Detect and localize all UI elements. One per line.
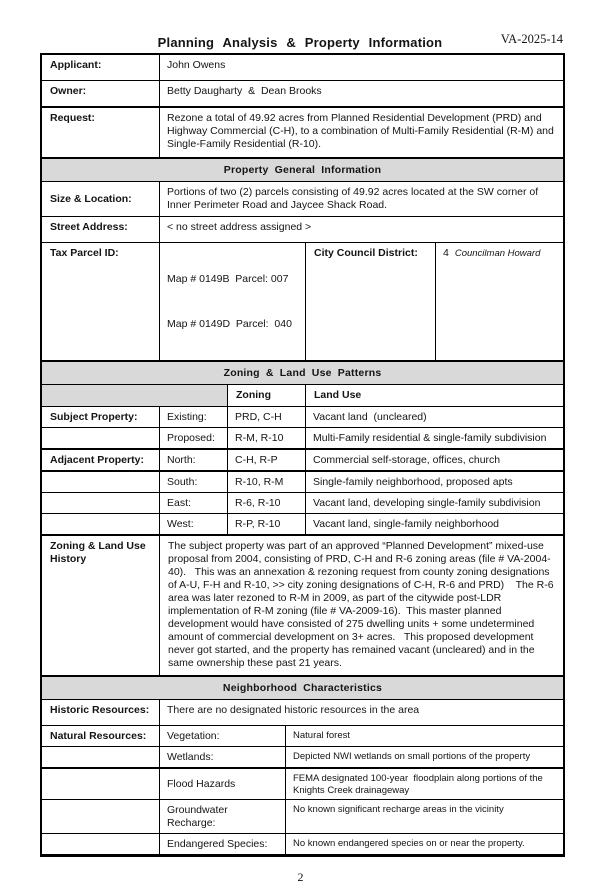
row-historic-resources [42, 699, 563, 725]
owner-value: Betty Daugharty & Dean Brooks [159, 81, 563, 106]
row-zoning-north [42, 448, 563, 470]
zoning-header-spacer [42, 385, 227, 406]
flood-hazards-value: FEMA designated 100-year floodplain along portions of the Knights Creek drainageway [285, 769, 563, 799]
row-zoning-west [42, 513, 563, 534]
request-label: Request: [50, 112, 95, 124]
group-spacer [42, 747, 159, 767]
zoning-value: R-M, R-10 [227, 428, 305, 448]
adjacent-property-label: Adjacent Property: [50, 454, 144, 466]
row-natural-vegetation [42, 725, 563, 746]
request-value: Rezone a total of 49.92 acres from Planned Residential Development (PRD) and Highway Commercial (C-H), to a combination of Multi-Family Residential (R-M) and Single-Family Residential (R-10). [159, 108, 563, 157]
historic-resources-label: Historic Resources: [50, 704, 150, 716]
case-number: VA-2025-14 [500, 32, 563, 46]
group-spacer [42, 472, 159, 492]
street-address-label: Street Address: [50, 221, 128, 233]
group-spacer [42, 493, 159, 513]
zoning-value: R-P, R-10 [227, 514, 305, 534]
group-spacer [42, 834, 159, 854]
council-district-name: Councilman Howard [454, 248, 541, 259]
section-property-general [42, 157, 563, 181]
zoning-value: R-10, R-M [227, 472, 305, 492]
row-zoning-headers [42, 384, 563, 406]
direction-label: West: [159, 514, 227, 534]
council-district-value [435, 243, 563, 360]
land-use-value: Single-family neighborhood, proposed apts [305, 472, 563, 492]
endangered-value: No known endangered species on or near the property. [285, 834, 563, 854]
tax-parcel-label: Tax Parcel ID: [50, 247, 119, 259]
zoning-value: R-6, R-10 [227, 493, 305, 513]
row-street-address [42, 216, 563, 242]
tax-parcel-value [159, 243, 305, 360]
section-title-zoning-patterns: Zoning & Land Use Patterns [42, 362, 563, 384]
planning-analysis-table [40, 53, 565, 857]
flood-hazards-label: Flood Hazards [159, 769, 285, 799]
row-zoning-east [42, 492, 563, 513]
row-natural-endangered [42, 833, 563, 854]
zoning-value: PRD, C-H [227, 407, 305, 427]
groundwater-value: No known significant recharge areas in the vicinity [285, 800, 563, 833]
tax-parcel-line1: Map # 0149B Parcel: 007 [167, 273, 289, 285]
section-zoning-patterns [42, 360, 563, 384]
zoning-history-text: The subject property was part of an approved “Planned Development” mixed-use proposal from 2004, consisting of PRD, C-H and R-6 zoning areas (file # VA-2004-40). This was an annexation & rezoning request from county zoning designations of A-U, F-H and R-10, >> city zoning designations of C-H, R-6 and PRD) The R-6 area was later rezoned to R-M in 2009, as part of the citywide post-LDR implementation of R-M zoning (file # VA-2009-16). This master planned development would have consisted of 275 dwelling units + some undetermined amount of commercial development on 3+ acres. This proposed development never got started, and the property has remained vacant (uncleared) and in the same ownership these past 21 years. [159, 536, 563, 675]
street-address-value: < no street address assigned > [159, 217, 563, 242]
owner-label: Owner: [50, 85, 87, 97]
row-natural-groundwater [42, 799, 563, 833]
row-zoning-existing [42, 406, 563, 427]
wetlands-label: Wetlands: [159, 747, 285, 767]
zoning-value: C-H, R-P [227, 450, 305, 470]
direction-label: Proposed: [159, 428, 227, 448]
council-district-number: 4 [443, 247, 449, 259]
row-tax-parcel [42, 242, 563, 360]
land-use-column-header: Land Use [305, 385, 563, 406]
row-applicant [42, 55, 563, 80]
land-use-value: Commercial self-storage, offices, church [305, 450, 563, 470]
group-spacer [42, 800, 159, 833]
land-use-value: Vacant land, single-family neighborhood [305, 514, 563, 534]
group-spacer [42, 769, 159, 799]
subject-property-label: Subject Property: [50, 411, 138, 423]
document-header [0, 0, 600, 53]
row-zoning-history [42, 534, 563, 675]
land-use-value: Multi-Family residential & single-family subdivision [305, 428, 563, 448]
group-spacer [42, 428, 159, 448]
direction-label: North: [159, 450, 227, 470]
zoning-column-header: Zoning [227, 385, 305, 406]
historic-resources-value: There are no designated historic resources in the area [159, 700, 563, 725]
row-request [42, 106, 563, 157]
section-neighborhood [42, 675, 563, 699]
group-spacer [42, 514, 159, 534]
direction-label: East: [159, 493, 227, 513]
document-title: Planning Analysis & Property Information [157, 35, 443, 50]
council-district-label: City Council District: [305, 243, 435, 360]
vegetation-label: Vegetation: [159, 726, 285, 746]
size-location-label: Size & Location: [50, 193, 132, 205]
size-location-value: Portions of two (2) parcels consisting of 49.92 acres located at the SW corner of Inner Perimeter Road and Jaycee Shack Road. [159, 182, 563, 216]
page-number: 2 [297, 870, 304, 884]
wetlands-value: Depicted NWI wetlands on small portions of the property [285, 747, 563, 767]
row-zoning-proposed [42, 427, 563, 448]
row-natural-flood-hazards [42, 767, 563, 799]
direction-label: Existing: [159, 407, 227, 427]
row-owner [42, 80, 563, 106]
vegetation-value: Natural forest [285, 726, 563, 746]
row-zoning-south [42, 470, 563, 492]
endangered-label: Endangered Species: [159, 834, 285, 854]
land-use-value: Vacant land, developing single-family subdivision [305, 493, 563, 513]
land-use-value: Vacant land (uncleared) [305, 407, 563, 427]
natural-resources-label: Natural Resources: [50, 730, 147, 742]
section-title-neighborhood: Neighborhood Characteristics [42, 677, 563, 699]
row-size-location [42, 181, 563, 216]
row-natural-wetlands [42, 746, 563, 767]
tax-parcel-line2: Map # 0149D Parcel: 040 [167, 318, 292, 330]
section-title-property-general: Property General Information [42, 159, 563, 181]
direction-label: South: [159, 472, 227, 492]
applicant-value: John Owens [159, 55, 563, 80]
zoning-history-label: Zoning & Land Use History [50, 540, 149, 565]
applicant-label: Applicant: [50, 59, 102, 71]
groundwater-label: Groundwater Recharge: [159, 800, 285, 833]
